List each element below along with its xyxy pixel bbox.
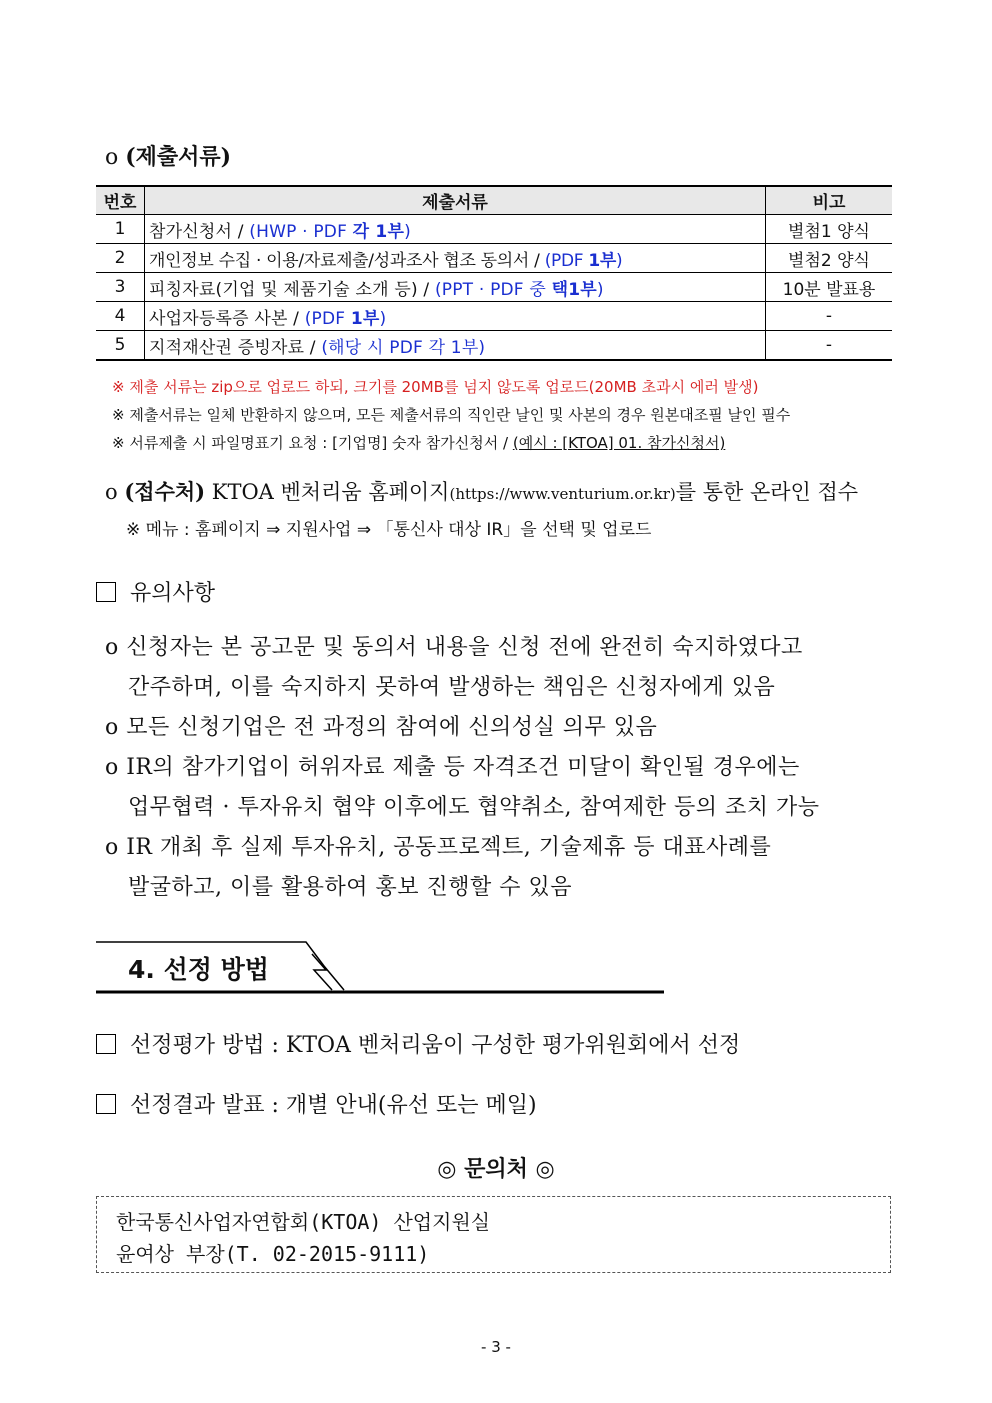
row-no: 3: [96, 273, 145, 302]
row-note: 별첨2 양식: [766, 244, 893, 273]
doc-format-bold: 1부: [350, 308, 380, 329]
row-note: 별첨1 양식: [766, 215, 893, 244]
note-no-return: ※ 제출서류는 일체 반환하지 않으며, 모든 제출서류의 직인란 날인 및 사본의 경우 원본대조필 날인 필수: [112, 406, 791, 424]
note-filename-example: (예시 : [KTOA] 01. 참가신청서): [512, 434, 726, 452]
header-doc: 제출서류: [145, 186, 766, 215]
doc-format: (해당 시 PDF 각 1부): [321, 337, 486, 358]
doc-name: 지적재산권 증빙자료 /: [149, 337, 322, 358]
doc-format: (HWP · PDF: [249, 221, 353, 242]
bullet: o: [105, 480, 118, 504]
note-zip-upload: ※ 제출 서류는 zip으로 업로드 하되, 크기를 20MB를 넘지 않도록 업로드(20MB 초과시 에러 발생): [112, 378, 759, 396]
selection-item-evaluation: [96, 1028, 740, 1059]
caution-item-3-line1: o IR의 참가기업이 허위자료 제출 등 자격조건 미달이 확인될 경우에는: [105, 755, 800, 780]
reception-text-after: 를 통한 온라인 접수: [675, 480, 859, 504]
reception-menu: ※ 메뉴 : 홈페이지 ⇒ 지원사업 ⇒ 「통신사 대상 IR」을 선택 및 업로드: [126, 520, 652, 540]
reception-label: (접수처): [124, 479, 206, 504]
contact-org: 한국통신사업자연합회(KTOA) 산업지원실: [116, 1210, 491, 1234]
doc-format: (PDF: [544, 250, 589, 271]
doc-format: (PDF: [304, 308, 351, 329]
selection-item-text: 선정결과 발표 : 개별 안내(유선 또는 메일): [130, 1093, 537, 1118]
reception-line: [105, 476, 858, 506]
row-doc: [145, 302, 766, 331]
caution-item-1-line1: o 신청자는 본 공고문 및 동의서 내용을 신청 전에 완전히 숙지하였다고: [105, 635, 803, 660]
doc-name: 참가신청서 /: [149, 221, 250, 242]
page-number: - 3 -: [481, 1338, 511, 1356]
row-no: 5: [96, 331, 145, 361]
selection-item-text: 선정평가 방법 : KTOA 벤처리움이 구성한 평가위원회에서 선정: [130, 1033, 741, 1058]
doc-format-end: ): [379, 308, 387, 329]
doc-format-bold: 1부: [588, 250, 617, 271]
submit-docs-table: [96, 185, 892, 361]
row-no: 4: [96, 302, 145, 331]
table-row: [96, 273, 892, 302]
bullet: o: [105, 145, 119, 170]
doc-format-bold: 각 1부: [352, 221, 405, 242]
table-row: [96, 215, 892, 244]
checkbox-square-icon: [96, 582, 116, 602]
table-row: [96, 244, 892, 273]
caution-item-2: o 모든 신청기업은 전 과정의 참여에 신의성실 의무 있음: [105, 715, 658, 740]
reception-text-before: KTOA 벤처리움 홈페이지: [205, 480, 450, 504]
doc-format: (PPT · PDF 중: [434, 279, 552, 300]
contact-title: ◎ 문의처 ◎: [437, 1156, 555, 1182]
table-row: [96, 302, 892, 331]
doc-format-end: ): [616, 250, 623, 271]
caution-item-3-line2: 업무협력 · 투자유치 협약 이후에도 협약취소, 참여제한 등의 조치 가능: [128, 795, 820, 820]
reception-url: (https://www.venturium.or.kr): [449, 485, 676, 503]
header-note: 비고: [766, 186, 893, 215]
caution-item-1-line2: 간주하며, 이를 숙지하지 못하여 발생하는 책임은 신청자에게 있음: [128, 675, 776, 700]
row-no: 2: [96, 244, 145, 273]
doc-format-end: ): [404, 221, 411, 242]
chapter-title: 4. 선정 방법: [128, 955, 269, 984]
row-doc: [145, 331, 766, 361]
note-filename: [112, 432, 725, 453]
doc-name: 개인정보 수집 · 이용/자료제출/성과조사 협조 동의서 /: [149, 250, 545, 271]
caution-item-4-line1: o IR 개최 후 실제 투자유치, 공동프로젝트, 기술제휴 등 대표사례를: [105, 835, 772, 860]
note-filename-text: ※ 서류제출 시 파일명표기 요청 : [기업명] 숫자 참가신청서 /: [112, 434, 513, 452]
doc-format-end: ): [596, 279, 604, 300]
row-no: 1: [96, 215, 145, 244]
checkbox-square-icon: [96, 1094, 116, 1114]
doc-name: 피칭자료(기업 및 제품기술 소개 등) /: [149, 279, 435, 300]
row-note: -: [766, 302, 893, 331]
row-doc: [145, 215, 766, 244]
doc-format-bold: 택1부: [551, 279, 597, 300]
submit-docs-heading-label: (제출서류): [125, 144, 232, 170]
cautions-heading: [96, 576, 215, 607]
row-note: -: [766, 331, 893, 361]
table-header-row: [96, 186, 892, 215]
submit-docs-heading: [105, 140, 231, 171]
caution-item-4-line2: 발굴하고, 이를 활용하여 홍보 진행할 수 있음: [128, 875, 572, 900]
table-row: [96, 331, 892, 361]
selection-item-announcement: [96, 1088, 537, 1119]
row-doc: [145, 273, 766, 302]
row-note: 10분 발표용: [766, 273, 893, 302]
doc-name: 사업자등록증 사본 /: [149, 308, 305, 329]
row-doc: [145, 244, 766, 273]
header-no: 번호: [96, 186, 145, 215]
contact-person: 윤여상 부장(T. 02-2015-9111): [116, 1242, 430, 1266]
checkbox-square-icon: [96, 1034, 116, 1054]
cautions-heading-label: 유의사항: [130, 581, 216, 606]
